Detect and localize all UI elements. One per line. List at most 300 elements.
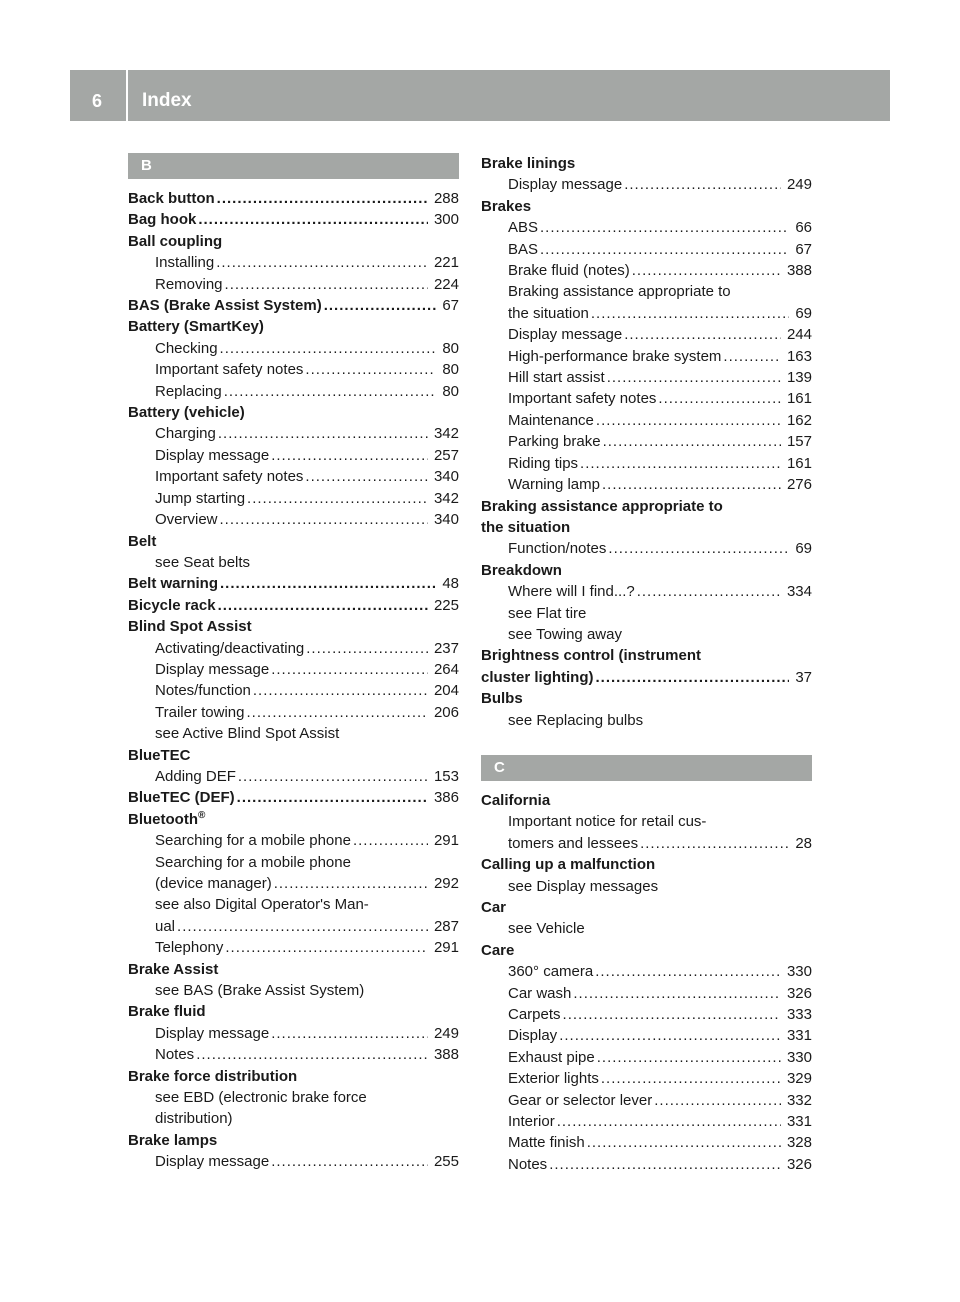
entry-text: see Towing away <box>508 625 622 643</box>
entry-text: Belt warning <box>128 575 219 593</box>
entry-text: Display message <box>155 1153 270 1171</box>
index-subentry <box>128 359 459 380</box>
leader-dots <box>271 445 428 466</box>
index-entry <box>481 667 812 688</box>
entry-text: Back button <box>128 190 215 207</box>
index-column-left <box>128 153 459 1173</box>
page-reference: 287 <box>433 917 459 935</box>
leader-dots <box>225 937 428 958</box>
index-subentry <box>128 1087 459 1108</box>
page-reference: 153 <box>433 767 459 785</box>
leader-dots <box>305 359 436 380</box>
entry-text: Important safety notes <box>155 361 304 379</box>
page-reference: 37 <box>795 668 812 686</box>
entry-text: Brake Assist <box>128 960 219 978</box>
page-reference: 249 <box>786 176 812 194</box>
entry-text: Notes <box>155 1046 195 1064</box>
entry-text: Hill start assist <box>508 369 605 387</box>
entry-text: Calling up a malfunction <box>481 856 656 874</box>
page-header <box>70 70 890 121</box>
leader-dots <box>216 252 428 273</box>
index-subentry <box>481 410 812 431</box>
entry-text: Maintenance <box>508 411 594 429</box>
leader-dots <box>608 538 789 559</box>
index-subentry <box>481 1111 812 1132</box>
entry-text: Overview <box>155 511 218 529</box>
leader-dots <box>274 873 428 894</box>
index-subentry <box>128 766 459 787</box>
entry-text: Removing <box>155 275 223 293</box>
entry-text: BAS (Brake Assist System) <box>128 297 322 315</box>
index-subentry <box>481 1047 812 1068</box>
page-reference: 326 <box>786 1155 812 1173</box>
index-entry <box>128 209 459 230</box>
index-entry <box>128 295 459 316</box>
leader-dots <box>640 833 789 854</box>
leader-dots <box>224 381 437 402</box>
page-reference: 292 <box>433 875 459 892</box>
leader-dots <box>246 702 427 723</box>
leader-dots <box>218 595 428 616</box>
entry-text: Riding tips <box>508 454 579 472</box>
leader-dots <box>587 1132 781 1153</box>
page-reference: 342 <box>433 489 459 507</box>
index-entry <box>128 402 459 423</box>
index-subentry <box>481 1068 812 1089</box>
index-entry <box>128 573 459 594</box>
index-subentry <box>128 659 459 680</box>
entry-text: Telephony <box>155 939 224 957</box>
entry-text: Notes/function <box>155 682 251 700</box>
section-spacer <box>481 731 812 755</box>
entry-text: Installing <box>155 254 215 272</box>
entry-text: Display message <box>508 176 623 194</box>
index-list-b-continued <box>481 153 812 731</box>
entry-text: see Replacing bulbs <box>508 711 644 729</box>
index-subentry <box>481 833 812 854</box>
index-subentry <box>481 239 812 260</box>
page-reference: 69 <box>795 540 812 558</box>
entry-text: BlueTEC (DEF) <box>128 789 235 807</box>
leader-dots <box>573 983 781 1004</box>
page-reference: 332 <box>786 1091 812 1109</box>
page-reference: 225 <box>433 596 459 614</box>
index-subentry <box>481 1132 812 1153</box>
entry-text: Battery (SmartKey) <box>128 318 264 336</box>
index-subentry <box>128 980 459 1001</box>
entry-text: Belt <box>128 532 157 550</box>
index-subentry <box>481 174 812 195</box>
entry-text: California <box>481 791 551 809</box>
index-subentry <box>128 680 459 701</box>
page-reference: 276 <box>786 476 812 494</box>
page-reference: 157 <box>786 433 812 451</box>
page-reference: 80 <box>442 361 459 379</box>
index-entry <box>128 231 459 252</box>
page-reference: 255 <box>433 1153 459 1171</box>
entry-text: see Vehicle <box>508 920 585 938</box>
entry-text: Brake force distribution <box>128 1067 298 1085</box>
entry-text: Brightness control (instrument <box>481 647 702 665</box>
entry-text: the situation <box>508 304 589 322</box>
page-reference: 291 <box>433 832 459 850</box>
page-reference: 331 <box>786 1027 812 1045</box>
page-reference: 161 <box>786 454 812 472</box>
index-subentry <box>128 445 459 466</box>
leader-dots <box>271 659 428 680</box>
index-subentry <box>128 423 459 444</box>
leader-dots <box>324 295 437 316</box>
header-divider <box>126 70 128 121</box>
leader-dots <box>658 388 781 409</box>
leader-dots <box>218 423 428 444</box>
page-reference: 206 <box>433 703 459 721</box>
leader-dots <box>217 188 428 209</box>
leader-dots <box>559 1025 781 1046</box>
entry-text: Bag hook <box>128 211 197 229</box>
index-entry <box>481 496 812 517</box>
page-title: Index <box>142 90 192 111</box>
leader-dots <box>220 573 436 594</box>
entry-text: tomers and lessees <box>508 834 639 852</box>
index-entry <box>128 809 459 830</box>
leader-dots <box>624 324 781 345</box>
page-reference: 328 <box>786 1134 812 1152</box>
index-subentry <box>128 873 459 894</box>
index-entry <box>481 790 812 811</box>
index-subentry <box>481 1004 812 1025</box>
leader-dots <box>177 916 428 937</box>
leader-dots <box>198 209 428 230</box>
leader-dots <box>580 453 781 474</box>
entry-text: Warning lamp <box>508 476 600 494</box>
entry-text: see Display messages <box>508 877 659 895</box>
index-subentry <box>481 603 812 624</box>
leader-dots <box>253 680 428 701</box>
entry-text: distribution) <box>155 1110 233 1128</box>
entry-text: Display message <box>155 446 270 464</box>
entry-text: Interior <box>508 1113 555 1131</box>
leader-dots <box>603 431 781 452</box>
page-number: 6 <box>91 91 102 111</box>
index-subentry <box>481 983 812 1004</box>
index-entry <box>128 316 459 337</box>
index-entry <box>481 854 812 875</box>
index-subentry <box>128 1044 459 1065</box>
index-subentry <box>128 1151 459 1172</box>
index-subentry <box>128 488 459 509</box>
index-entry <box>128 616 459 637</box>
index-subentry <box>128 702 459 723</box>
index-entry <box>481 560 812 581</box>
index-entry <box>128 787 459 808</box>
index-entry <box>481 153 812 174</box>
entry-text: Blind Spot Assist <box>128 618 252 636</box>
leader-dots <box>601 1068 781 1089</box>
entry-text: Checking <box>155 339 218 357</box>
entry-text: Carpets <box>508 1006 561 1024</box>
index-subentry <box>481 1025 812 1046</box>
index-subentry <box>481 303 812 324</box>
leader-dots <box>654 1090 781 1111</box>
page-reference: 340 <box>433 468 459 486</box>
index-subentry <box>481 367 812 388</box>
entry-text: Battery (vehicle) <box>128 404 245 422</box>
index-subentry <box>128 638 459 659</box>
index-list-c <box>481 790 812 1175</box>
leader-dots <box>563 1004 781 1025</box>
leader-dots <box>238 766 428 787</box>
page-reference: 264 <box>433 660 459 678</box>
index-subentry <box>481 918 812 939</box>
entry-text: Replacing <box>155 382 222 400</box>
page-reference: 388 <box>433 1046 459 1064</box>
page-reference: 257 <box>433 446 459 464</box>
index-subentry <box>128 894 459 915</box>
page-reference: 80 <box>442 382 459 400</box>
page-reference: 66 <box>795 219 812 237</box>
leader-dots <box>540 239 789 260</box>
entry-text: Bulbs <box>481 690 523 708</box>
entry-text: see EBD (electronic brake force <box>155 1089 367 1107</box>
entry-text: see BAS (Brake Assist System) <box>155 982 365 1000</box>
page-reference: 162 <box>786 411 812 429</box>
entry-text: Gear or selector lever <box>508 1091 653 1109</box>
index-entry <box>481 688 812 709</box>
entry-text: Adding DEF <box>155 767 236 785</box>
index-subentry <box>481 260 812 281</box>
index-subentry <box>128 338 459 359</box>
index-subentry <box>128 723 459 744</box>
index-subentry <box>128 466 459 487</box>
entry-text: Bicycle rack <box>128 596 216 614</box>
page-reference: 69 <box>795 304 812 322</box>
page-reference: 331 <box>786 1113 812 1131</box>
page-reference: 67 <box>795 240 812 258</box>
entry-text: (device manager) <box>155 875 272 892</box>
page-reference: 388 <box>786 262 812 280</box>
index-subentry <box>128 937 459 958</box>
section-letter-b: B <box>128 153 459 179</box>
index-entry <box>128 1001 459 1022</box>
index-entry <box>481 196 812 217</box>
entry-text: Matte finish <box>508 1134 585 1152</box>
entry-text: Charging <box>155 425 216 443</box>
leader-dots <box>247 488 428 509</box>
leader-dots <box>557 1111 781 1132</box>
entry-text: Searching for a mobile phone <box>155 832 351 850</box>
entry-text: 360° camera <box>508 963 594 981</box>
index-entry <box>128 959 459 980</box>
index-column-right <box>481 153 812 1175</box>
index-entry <box>128 745 459 766</box>
entry-text: Parking brake <box>508 433 601 451</box>
leader-dots <box>624 174 781 195</box>
index-subentry <box>128 274 459 295</box>
entry-text: Searching for a mobile phone <box>155 853 351 871</box>
entry-text: Brake lamps <box>128 1131 218 1149</box>
entry-text: Important safety notes <box>508 390 657 408</box>
page-reference: 244 <box>786 326 812 344</box>
index-subentry <box>481 961 812 982</box>
entry-text: Display <box>508 1027 558 1045</box>
entry-text: Where will I find...? <box>508 583 635 601</box>
entry-text: Ball coupling <box>128 232 223 250</box>
leader-dots <box>602 474 781 495</box>
page-reference: 326 <box>786 984 812 1002</box>
index-entry <box>128 1066 459 1087</box>
index-subentry <box>481 217 812 238</box>
page-reference: 67 <box>442 297 459 315</box>
page-reference: 291 <box>433 939 459 957</box>
index-entry <box>481 897 812 918</box>
index-entry <box>481 517 812 538</box>
index-subentry <box>128 1023 459 1044</box>
index-subentry <box>128 552 459 573</box>
page-reference: 300 <box>433 211 459 229</box>
page-reference: 288 <box>433 190 459 207</box>
page-reference: 221 <box>433 254 459 272</box>
leader-dots <box>196 1044 428 1065</box>
index-entry <box>481 645 812 666</box>
entry-text: Bluetooth® <box>128 809 206 828</box>
entry-text: see Flat tire <box>508 604 587 622</box>
index-subentry <box>481 324 812 345</box>
entry-text: ual <box>155 917 176 935</box>
page-reference: 342 <box>433 425 459 443</box>
page-reference: 386 <box>433 789 459 807</box>
index-subentry <box>481 281 812 302</box>
index-subentry <box>481 710 812 731</box>
leader-dots <box>237 787 428 808</box>
index-subentry <box>481 388 812 409</box>
leader-dots <box>723 346 781 367</box>
entry-text: Car <box>481 899 507 916</box>
page-reference: 334 <box>786 583 812 601</box>
entry-text: Trailer towing <box>155 703 245 721</box>
index-subentry <box>481 431 812 452</box>
index-entry <box>481 940 812 961</box>
entry-text: see Seat belts <box>155 553 251 571</box>
leader-dots <box>306 638 428 659</box>
leader-dots <box>591 303 789 324</box>
leader-dots <box>220 338 437 359</box>
leader-dots <box>607 367 781 388</box>
entry-text: Car wash <box>508 984 572 1002</box>
index-subentry <box>481 538 812 559</box>
entry-text: Notes <box>508 1155 548 1173</box>
entry-text: see also Digital Operator's Man- <box>155 896 369 914</box>
index-entry <box>128 1130 459 1151</box>
leader-dots <box>271 1151 428 1172</box>
index-subentry <box>481 581 812 602</box>
index-subentry <box>128 509 459 530</box>
entry-text: Braking assistance appropriate to <box>481 497 723 515</box>
entry-text: Activating/deactivating <box>155 639 305 657</box>
index-subentry <box>128 1108 459 1129</box>
entry-text: BAS <box>508 240 539 258</box>
index-subentry <box>481 811 812 832</box>
page-reference: 204 <box>433 682 459 700</box>
index-subentry <box>128 252 459 273</box>
leader-dots <box>540 217 789 238</box>
page-reference: 237 <box>433 639 459 657</box>
page-reference: 249 <box>433 1024 459 1042</box>
leader-dots <box>595 961 781 982</box>
entry-text: cluster lighting) <box>481 668 594 686</box>
entry-text: Important notice for retail cus- <box>508 813 707 831</box>
page-reference: 48 <box>442 575 459 593</box>
index-subentry <box>481 346 812 367</box>
index-entry <box>128 531 459 552</box>
entry-text: Brake linings <box>481 155 576 172</box>
entry-text: see Active Blind Spot Assist <box>155 725 340 743</box>
entry-text: Jump starting <box>155 489 246 507</box>
page-reference: 139 <box>786 369 812 387</box>
leader-dots <box>353 830 428 851</box>
index-subentry <box>128 381 459 402</box>
index-subentry <box>481 624 812 645</box>
entry-text: BlueTEC <box>128 746 191 764</box>
index-subentry <box>481 876 812 897</box>
page-reference: 329 <box>786 1070 812 1088</box>
section-letter-c: C <box>481 755 812 781</box>
page-reference: 224 <box>433 275 459 293</box>
index-subentry <box>481 1154 812 1175</box>
leader-dots <box>596 667 790 688</box>
entry-text: ABS <box>508 219 539 237</box>
page-reference: 161 <box>786 390 812 408</box>
leader-dots <box>632 260 781 281</box>
entry-text: Brake fluid <box>128 1003 206 1021</box>
page-reference: 340 <box>433 511 459 529</box>
index-subentry <box>481 474 812 495</box>
leader-dots <box>271 1023 428 1044</box>
index-subentry <box>128 830 459 851</box>
entry-text: Display message <box>155 1024 270 1042</box>
leader-dots <box>597 1047 781 1068</box>
entry-text: Braking assistance appropriate to <box>508 283 731 301</box>
page-reference: 330 <box>786 963 812 981</box>
entry-text: Care <box>481 941 515 959</box>
entry-text: High-performance brake system <box>508 347 722 365</box>
entry-text: Brakes <box>481 197 532 215</box>
index-subentry <box>481 453 812 474</box>
leader-dots <box>549 1154 781 1175</box>
entry-text: Brake fluid (notes) <box>508 262 630 280</box>
entry-text: Exterior lights <box>508 1070 599 1088</box>
leader-dots <box>225 274 428 295</box>
leader-dots <box>220 509 428 530</box>
entry-text: Function/notes <box>508 540 607 558</box>
leader-dots <box>637 581 781 602</box>
leader-dots <box>305 466 428 487</box>
index-subentry <box>481 1090 812 1111</box>
entry-text: Display message <box>155 660 270 678</box>
entry-text: the situation <box>481 518 571 536</box>
entry-text: Important safety notes <box>155 468 304 486</box>
page-reference: 28 <box>795 834 812 852</box>
index-entry <box>128 595 459 616</box>
index-list-b <box>128 188 459 1173</box>
index-entry <box>128 188 459 209</box>
entry-text: Breakdown <box>481 561 562 579</box>
leader-dots <box>596 410 781 431</box>
page-reference: 80 <box>442 339 459 357</box>
index-subentry <box>128 852 459 873</box>
entry-text: Display message <box>508 326 623 344</box>
entry-text: Exhaust pipe <box>508 1048 595 1066</box>
